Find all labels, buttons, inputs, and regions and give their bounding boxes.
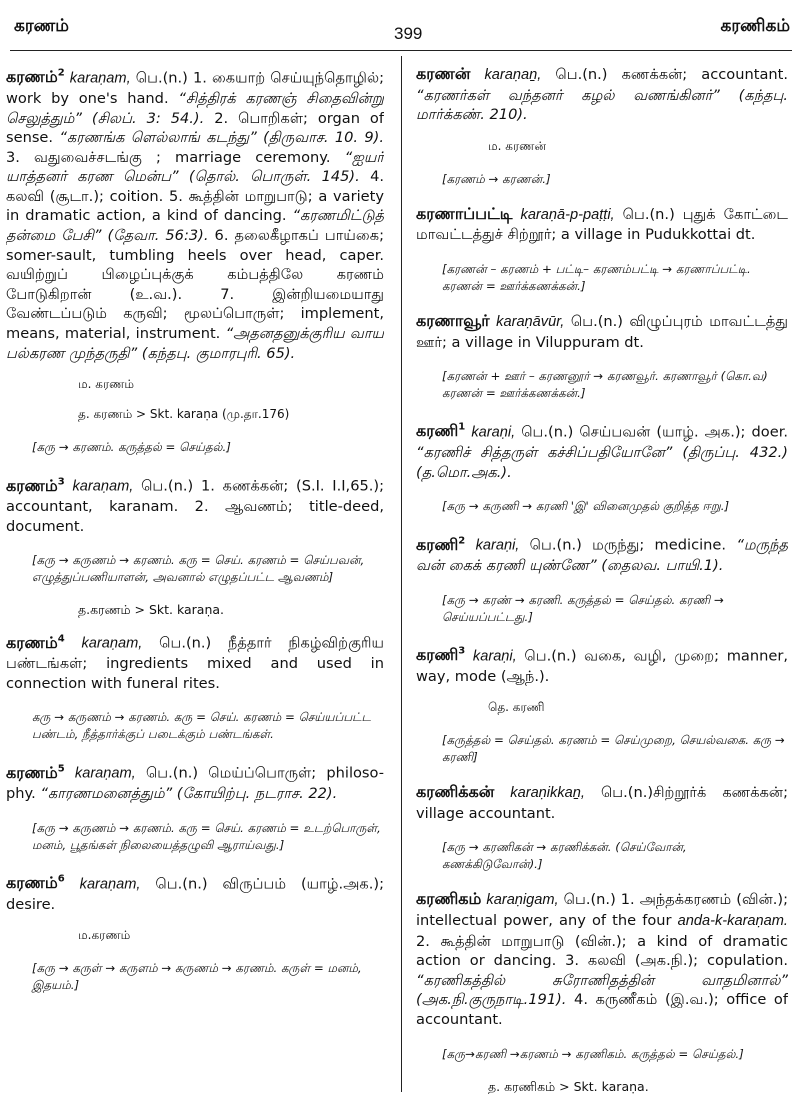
etymology-note: [கரு → கருள் → கருளம் → கருணம் → கரணம். கருள் = மனம், இதயம்.] — [32, 961, 362, 993]
citation-quote: “கரணிகத்தில் சுரோணிதத்தின் வாதமினால்” (அக.நி.குருநாடி.191). — [416, 971, 788, 1009]
definition-text: பெ.(n.) கணக்கன்; accountant. — [541, 66, 788, 83]
etymology-note: [கரு→கரணி →கரணம் → கரணிகம். கருத்தல் = செய்தல்.] — [442, 1046, 744, 1061]
transliteration: karaṇam, — [81, 635, 143, 652]
definition-text: பெ.(n.)சிற்றூர்க் கணக்கன்; village accountant. — [416, 784, 788, 822]
transliteration: karaṇāvūr, — [496, 313, 565, 330]
cognate: ம.கரணம் — [78, 928, 131, 943]
citation-quote: “ஐயர் யாத்தனர் கரண மென்ப” (தொல். பொருள். 145). — [6, 148, 384, 186]
citation-quote: “கரணிச் சித்தருள் கச்சிப்பதியோனே” (திருப்பு. 432.) (த.மொ.அக.). — [416, 444, 788, 481]
citation-quote: “கரணமிட்டுத் தன்மை பேசி” (தேவா. 56:3). — [6, 207, 384, 245]
definition-text: பெ.(n.) 1. கையாற் செய்யுந்தொழில்; work by one's hand. — [6, 69, 384, 107]
citation-quote: “மருந்த வன் கைக் கரணி யுண்ணே” (தைலவ. பாயி.1). — [416, 536, 788, 575]
etymology-note: [கரணன் – கரணம் + பட்டி– கரணம்பட்டி → கரணாப்பட்டி. கரணன் = ஊர்க்கணக்கன்.] — [442, 261, 751, 293]
definition-text: பெ.(n.) புதுக் கோட்டை மாவட்டத்துச் சிற்றூர்; a village in Pudukkottai dt. — [416, 205, 788, 244]
headword: கரணி$^1$ — [416, 421, 466, 441]
entry-karanappatti — [416, 204, 788, 245]
entry-karanam-6 — [6, 870, 384, 915]
definition-text: பெ.(n.) செய்பவன் (யாழ். அக.); doer. — [515, 423, 788, 441]
definition-text: 2. பொறிகள்; organ of sense. — [6, 109, 384, 147]
definition-text: பெ.(n.) மெய்ப்பொருள்; philoso-phy. — [6, 764, 384, 803]
transliteration: karaṇikkaṉ, — [510, 785, 585, 802]
definition-text: 2. கூத்தின் மாறுபாடு (வின்.); a kind of dramatic action or dancing. 3. கலவி (அக.நி.); copulation. — [416, 932, 788, 970]
headword: கரணாவூர் — [416, 310, 490, 330]
etymology-note: [கரு → கருணம் → கரணம். கரு = செய். கரணம் = உடற்பொருள், மனம், பூதங்கள் நிலையைத்தழுவி ஆராய்வது.] — [32, 820, 381, 852]
definition-text: பெ.(n.) வகை, வழி, முறை; manner, way, mode (ஆந்.). — [416, 647, 788, 685]
headword: கரணி$^2$ — [416, 534, 466, 554]
transliteration: karaṇam, — [79, 876, 141, 893]
transliteration: karaṇaṉ, — [484, 67, 542, 83]
cognate: த.கரணம் > Skt. karaṇa. — [78, 602, 225, 618]
headword: கரணம்$^6$ — [6, 873, 65, 893]
page-number: 399 — [394, 24, 423, 43]
headword: கரணம்$^4$ — [6, 632, 65, 652]
entry-karanikkan — [416, 782, 788, 823]
citation-quote: “காரணமனைத்தும்” (கோயிற்பு. நடராச. 22). — [40, 785, 338, 803]
citation-quote: “சித்திரக் கரணஞ் சிதைவின்று செலுத்தும்” (சிலப். 3: 54.). — [6, 89, 384, 127]
entry-karani-1 — [416, 418, 788, 482]
definition-text: பெ.(n.) 1. கணக்கன்; (S.I. I.I,65.); accountant, karanam. 2. ஆவணம்; title-deed, document. — [6, 477, 384, 535]
etymology-note: [கரு → கரணிகன் → கரணிக்கன். (செய்வோன், கணக்கிடுவோன்).] — [442, 840, 687, 872]
cognate: ம. கரணன் — [488, 138, 547, 153]
headword: கரணி$^3$ — [416, 645, 466, 665]
cognate: த. கரணிகம் > Skt. karaṇa. — [488, 1078, 649, 1094]
definition-text: 4. கலவி (சூடா.); coition. 5. கூத்தின் மாறுபாடு; a variety in dramatic action, a kind of dancing. — [6, 168, 384, 225]
etymology-note: கரு → கருணம் → கரணம். கரு = செய். கரணம் = செய்யப்பட்ட பண்டம், நீத்தார்க்குப் படைக்கும் பண்டங்கள். — [32, 710, 371, 742]
right-column — [416, 64, 788, 1094]
etymology-note: [கரணம் → கரணன்.] — [442, 171, 551, 186]
transliteration: karaṇam, — [69, 70, 131, 87]
left-column — [6, 64, 384, 1094]
cognate: தெ. கரணி — [488, 700, 545, 715]
cognate: ம. கரணம் — [78, 377, 135, 392]
citation-quote: “கரணர்கள் வந்தனர் கழல் வணங்கினர்” (கந்தபு. மார்க்கண். 210). — [416, 86, 788, 124]
header-rule — [10, 50, 792, 51]
etymology-note: [கருத்தல் = செய்தல். கரணம் = செய்முறை, செயல்வகை. கரு → கரணி] — [442, 733, 785, 765]
headword: கரணம்$^3$ — [6, 475, 65, 495]
definition-text: 4. கருணீகம் (இ.வ.); office of accountant. — [416, 991, 788, 1029]
definition-text: பெ.(n.) 1. அந்தக்கரணம் (வின்.); intellectual power, any of the four — [416, 891, 788, 930]
citation-quote: “கரணங்க ளெல்லாங் கடந்து” (திருவாச. 10. 9). — [59, 129, 384, 147]
headword: கரணிக்கன் — [416, 782, 495, 802]
definition-text: பெ.(n.) விழுப்புரம் மாவட்டத்து ஊர்; a village in Viluppuram dt. — [416, 312, 788, 351]
etymology-note: [கரு → கரண் → கரணி. கருத்தல் = செய்தல். கரணி → செய்யப்பட்டது.] — [442, 592, 724, 624]
cognate: த. கரணம் > Skt. karaṇa (மு.தா.176) — [78, 407, 290, 422]
transliteration: karaṇā-p-paṭṭi, — [520, 206, 615, 223]
definition-text: பெ.(n.) நீத்தார் நிகழ்விற்குரிய பண்டங்கள்; ingredients mixed and used in connection with funeral rites. — [6, 634, 384, 692]
citation-quote: “அதனதனுக்குரிய வாய பல்கரண முந்தருதி” (கந்தபு. குமாரபுரி. 65). — [6, 325, 384, 362]
transliteration: karaṇigam, — [486, 892, 559, 909]
header-right-guide-word: கரணிகம் — [720, 16, 790, 36]
etymology-note: [கரணன் + ஊர் – கரணனூர் → கரணவூர். கரணாவூர் (கொ.வ) கரணன் = ஊர்க்கணக்கன்.] — [442, 369, 768, 401]
entry-karanan — [416, 64, 788, 125]
entry-karani-2 — [416, 531, 788, 576]
transliteration: karaṇam, — [72, 478, 134, 495]
headword: கரணன் — [416, 64, 471, 83]
transliteration: karaṇi, — [475, 537, 520, 554]
transliteration: karaṇi, — [471, 424, 516, 441]
transliteration: karaṇi, — [472, 648, 517, 665]
headword: கரணம்$^5$ — [6, 762, 65, 782]
transliteration: karaṇam, — [74, 765, 136, 782]
etymology-note: [கரு → கருணம் → கரணம். கரு = செய். கரணம் = செய்பவன், எழுத்துப்பணியாளன், அவனால் எழுதப்பட்ட ஆவணம்] — [32, 553, 365, 585]
header-left-guide-word: கரணம் — [14, 16, 69, 36]
headword: கரணிகம் — [416, 889, 482, 909]
entry-karanam-2 — [6, 64, 384, 363]
entry-karanam-5 — [6, 759, 384, 804]
etymology-note: [கரு → கருணி → கரணி 'இ' வினைமுதல் குறித்த ஈறு.] — [442, 499, 730, 514]
column-divider — [401, 56, 402, 1092]
entry-karanam-3 — [6, 472, 384, 536]
page-header — [14, 8, 790, 48]
definition-text: பெ.(n.) விருப்பம் (யாழ்.அக.); desire. — [6, 875, 384, 913]
definition-text: 3. வதுவைச்சடங்கு ; marriage ceremony. — [6, 148, 345, 166]
entry-karani-3 — [416, 642, 788, 687]
headword: கரணாப்பட்டி — [416, 203, 513, 223]
entry-karanigam — [416, 889, 788, 1029]
transliteration-inline: anda-k-karaṇam. — [677, 913, 788, 930]
etymology-note: [கரு → கரணம். கருத்தல் = செய்தல்.] — [32, 440, 231, 455]
entry-karanavur — [416, 311, 788, 352]
headword: கரணம்$^2$ — [6, 67, 65, 87]
entry-karanam-4 — [6, 629, 384, 693]
definition-text: 6. தலைகீழாகப் பாய்கை; somer-sault, tumbling heels over head, caper. வயிற்றுப் பிழைப்புக்குக் கம்பத்திலே கரணம் போடுகிறான் (உ.வ.). 7. இன்றியமையாது வேண்டப்படும் கருவி; மூலப்பொருள்; implement, means, material, instrument. — [6, 227, 384, 343]
definition-text: பெ.(n.) மருந்து; medicine. — [519, 536, 737, 554]
